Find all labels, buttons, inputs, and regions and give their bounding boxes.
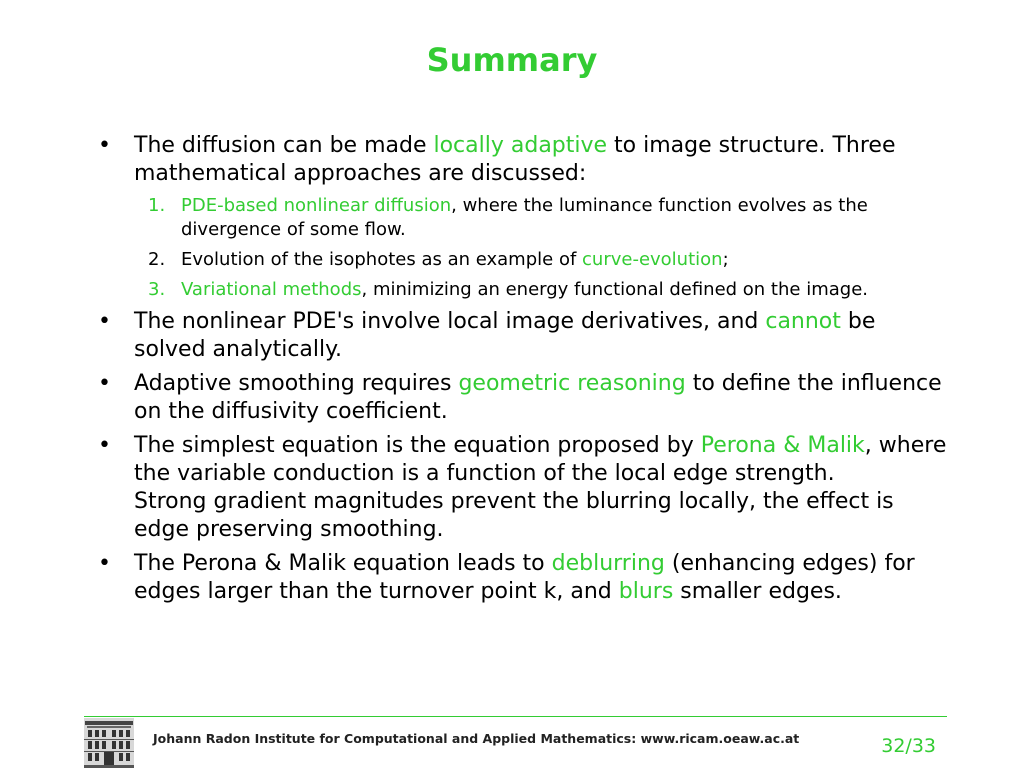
list-text: , minimizing an energy functional defined on the image. [361, 279, 868, 300]
bullet-marker: • [98, 309, 111, 334]
bullet-text: to image structure. Three mathematical approaches are discussed: [134, 133, 896, 186]
bullet-text: The nonlinear PDE's involve local image derivatives, and [134, 309, 766, 334]
bullet-item [98, 432, 948, 544]
slide-title: Summary [426, 41, 598, 79]
page-number: 32/33 [881, 735, 936, 757]
highlight-term: cannot [765, 309, 841, 334]
highlight-term: blurs [618, 579, 674, 604]
bullet-item [98, 132, 948, 302]
bullet-marker: • [98, 551, 111, 576]
list-number: 3. [148, 279, 166, 300]
highlight-term: Variational methods [181, 279, 362, 300]
list-number: 2. [148, 249, 166, 270]
footer-institute: Johann Radon Institute for Computational and Applied Mathematics: www.ricam.oeaw.ac.at [153, 731, 800, 746]
list-item [134, 194, 948, 242]
bullet-marker: • [98, 133, 111, 158]
institute-building-icon [84, 718, 134, 768]
highlight-term: geometric reasoning [458, 371, 686, 396]
list-text: , where the luminance function evolves as the divergence of some flow. [181, 195, 868, 240]
bullet-marker: • [98, 371, 111, 396]
footer-divider [84, 716, 947, 717]
list-number: 1. [148, 195, 166, 216]
bullet-item [98, 308, 948, 364]
list-item [134, 278, 948, 302]
bullet-text: smaller edges. [673, 579, 842, 604]
bullet-marker: • [98, 433, 111, 458]
bullet-text: The Perona & Malik equation leads to [134, 551, 552, 576]
bullet-text: Adaptive smoothing requires [134, 371, 459, 396]
highlight-term: PDE-based nonlinear diffusion [181, 195, 452, 216]
numbered-list [134, 194, 948, 302]
bullet-text: be solved analytically. [134, 309, 876, 362]
bullet-text: to define the influence on the diffusivity coefficient. [134, 371, 942, 424]
highlight-term: deblurring [551, 551, 665, 576]
list-item [134, 248, 948, 272]
bullet-continuation: Strong gradient magnitudes prevent the blurring locally, the effect is edge preserving smoothing. [134, 489, 894, 542]
highlight-term: Perona & Malik [700, 433, 865, 458]
list-text: ; [722, 249, 729, 270]
slide-body [98, 132, 948, 612]
highlight-term: locally adaptive [433, 133, 608, 158]
list-text: Evolution of the isophotes as an example of [181, 249, 583, 270]
bullet-text: (enhancing edges) for edges larger than the turnover point k, and [134, 551, 915, 604]
bullet-text: , where the variable conduction is a function of the local edge strength. [134, 433, 947, 486]
bullet-text: The diffusion can be made [134, 133, 434, 158]
bullet-text: The simplest equation is the equation proposed by [134, 433, 701, 458]
bullet-item [98, 370, 948, 426]
highlight-term: curve-evolution [582, 249, 723, 270]
bullet-item [98, 550, 948, 606]
